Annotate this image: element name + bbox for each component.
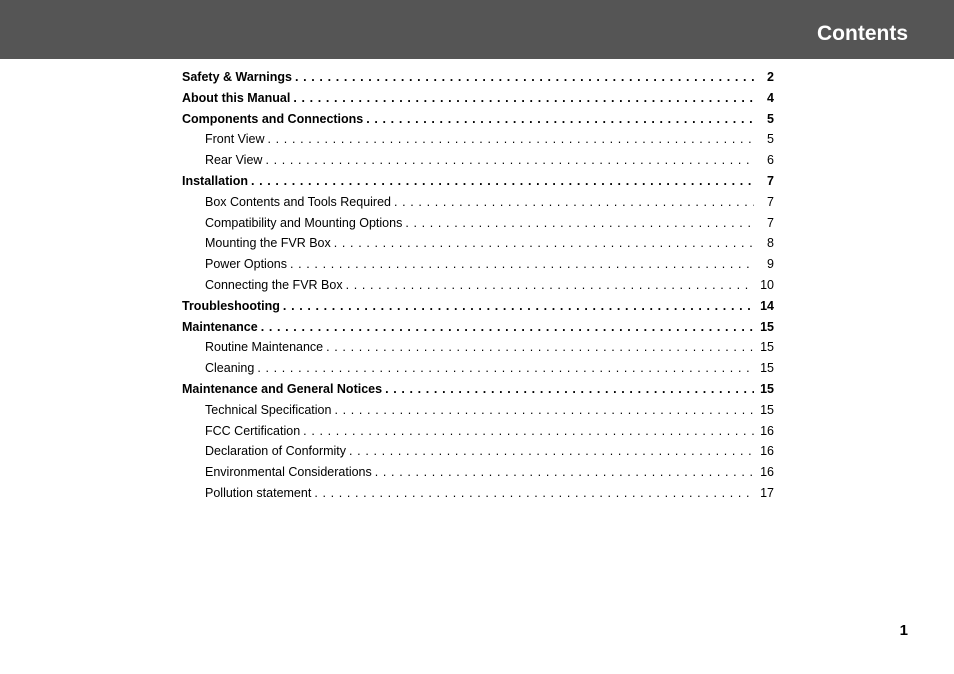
toc-entry-label: Declaration of Conformity bbox=[205, 444, 347, 459]
toc-dot-leader bbox=[375, 462, 754, 483]
toc-entry-page: 7 bbox=[767, 215, 774, 230]
toc-entry-page: 15 bbox=[760, 340, 774, 355]
toc-entry[interactable] bbox=[182, 213, 774, 234]
toc-entry[interactable] bbox=[182, 400, 774, 421]
toc-entry[interactable] bbox=[182, 296, 774, 317]
toc-entry-label: Rear View bbox=[205, 153, 263, 168]
toc-entry-label: Maintenance and General Notices bbox=[182, 381, 383, 396]
toc-entry-label: Compatibility and Mounting Options bbox=[205, 215, 403, 230]
toc-dot-leader bbox=[314, 483, 754, 504]
toc-entry-label: Troubleshooting bbox=[182, 298, 280, 313]
toc-dot-leader bbox=[366, 109, 754, 130]
toc-entry-label: Cleaning bbox=[205, 361, 255, 376]
toc-entry-label: FCC Certification bbox=[205, 423, 301, 438]
toc-entry-label: About this Manual bbox=[182, 90, 291, 105]
toc-entry-page: 4 bbox=[767, 90, 774, 105]
toc-entry-label: Mounting the FVR Box bbox=[205, 236, 331, 251]
toc-entry[interactable] bbox=[182, 254, 774, 275]
toc-dot-leader bbox=[394, 192, 754, 213]
toc-entry[interactable] bbox=[182, 379, 774, 400]
toc-entry[interactable] bbox=[182, 317, 774, 338]
toc-dot-leader bbox=[283, 296, 754, 317]
toc-entry[interactable] bbox=[182, 171, 774, 192]
toc-entry-page: 6 bbox=[767, 153, 774, 168]
toc-entry[interactable] bbox=[182, 129, 774, 150]
toc-entry-page: 10 bbox=[760, 277, 774, 292]
toc-dot-leader bbox=[295, 67, 754, 88]
toc-dot-leader bbox=[385, 379, 754, 400]
toc-entry-page: 7 bbox=[767, 173, 774, 188]
toc-entry-label: Safety & Warnings bbox=[182, 70, 292, 84]
page-title: Contents bbox=[817, 22, 908, 45]
toc-entry[interactable] bbox=[182, 109, 774, 130]
toc-entry[interactable] bbox=[182, 275, 774, 296]
table-of-contents bbox=[182, 67, 774, 504]
toc-entry[interactable] bbox=[182, 88, 774, 109]
toc-dot-leader bbox=[265, 150, 754, 171]
toc-entry[interactable] bbox=[182, 441, 774, 462]
toc-entry[interactable] bbox=[182, 483, 774, 504]
toc-entry[interactable] bbox=[182, 67, 774, 88]
toc-dot-leader bbox=[334, 233, 754, 254]
toc-dot-leader bbox=[293, 88, 754, 109]
toc-entry-page: 15 bbox=[760, 319, 774, 334]
toc-dot-leader bbox=[251, 171, 754, 192]
toc-entry-page: 15 bbox=[760, 381, 774, 396]
toc-entry-page: 16 bbox=[760, 423, 774, 438]
toc-dot-leader bbox=[268, 129, 754, 150]
toc-dot-leader bbox=[290, 254, 754, 275]
toc-entry[interactable] bbox=[182, 337, 774, 358]
toc-entry-page: 15 bbox=[760, 402, 774, 417]
toc-entry-label: Technical Specification bbox=[205, 402, 332, 417]
toc-dot-leader bbox=[257, 358, 754, 379]
toc-entry[interactable] bbox=[182, 358, 774, 379]
toc-entry-page: 16 bbox=[760, 465, 774, 480]
toc-entry-label: Power Options bbox=[205, 257, 287, 272]
toc-dot-leader bbox=[334, 400, 754, 421]
toc-entry-page: 17 bbox=[760, 485, 774, 500]
toc-entry-label: Connecting the FVR Box bbox=[205, 277, 343, 292]
toc-dot-leader bbox=[349, 441, 754, 462]
toc-entry-label: Front View bbox=[205, 132, 265, 147]
toc-entry-label: Maintenance bbox=[182, 319, 258, 334]
toc-entry-page: 16 bbox=[760, 444, 774, 459]
toc-dot-leader bbox=[405, 213, 754, 234]
page-number: 1 bbox=[899, 622, 908, 639]
toc-entry[interactable] bbox=[182, 421, 774, 442]
toc-entry-label: Environmental Considerations bbox=[205, 465, 372, 480]
toc-entry-page: 5 bbox=[767, 111, 774, 126]
toc-entry-page: 2 bbox=[767, 70, 774, 84]
header-bar bbox=[0, 0, 954, 59]
toc-entry-page: 7 bbox=[767, 194, 774, 209]
toc-entry[interactable] bbox=[182, 192, 774, 213]
toc-dot-leader bbox=[303, 421, 754, 442]
toc-dot-leader bbox=[346, 275, 754, 296]
toc-entry-label: Installation bbox=[182, 173, 248, 188]
toc-entry[interactable] bbox=[182, 150, 774, 171]
toc-entry-label: Box Contents and Tools Required bbox=[205, 194, 391, 209]
toc-entry[interactable] bbox=[182, 233, 774, 254]
toc-entry-page: 9 bbox=[767, 257, 774, 272]
toc-dot-leader bbox=[261, 317, 754, 338]
toc-entry-label: Pollution statement bbox=[205, 485, 312, 500]
toc-entry-page: 15 bbox=[760, 361, 774, 376]
toc-entry-page: 5 bbox=[767, 132, 774, 147]
toc-entry-page: 8 bbox=[767, 236, 774, 251]
toc-entry-label: Routine Maintenance bbox=[205, 340, 324, 355]
toc-entry-page: 14 bbox=[760, 298, 774, 313]
toc-dot-leader bbox=[326, 337, 754, 358]
toc-entry[interactable] bbox=[182, 462, 774, 483]
toc-entry-label: Components and Connections bbox=[182, 111, 364, 126]
